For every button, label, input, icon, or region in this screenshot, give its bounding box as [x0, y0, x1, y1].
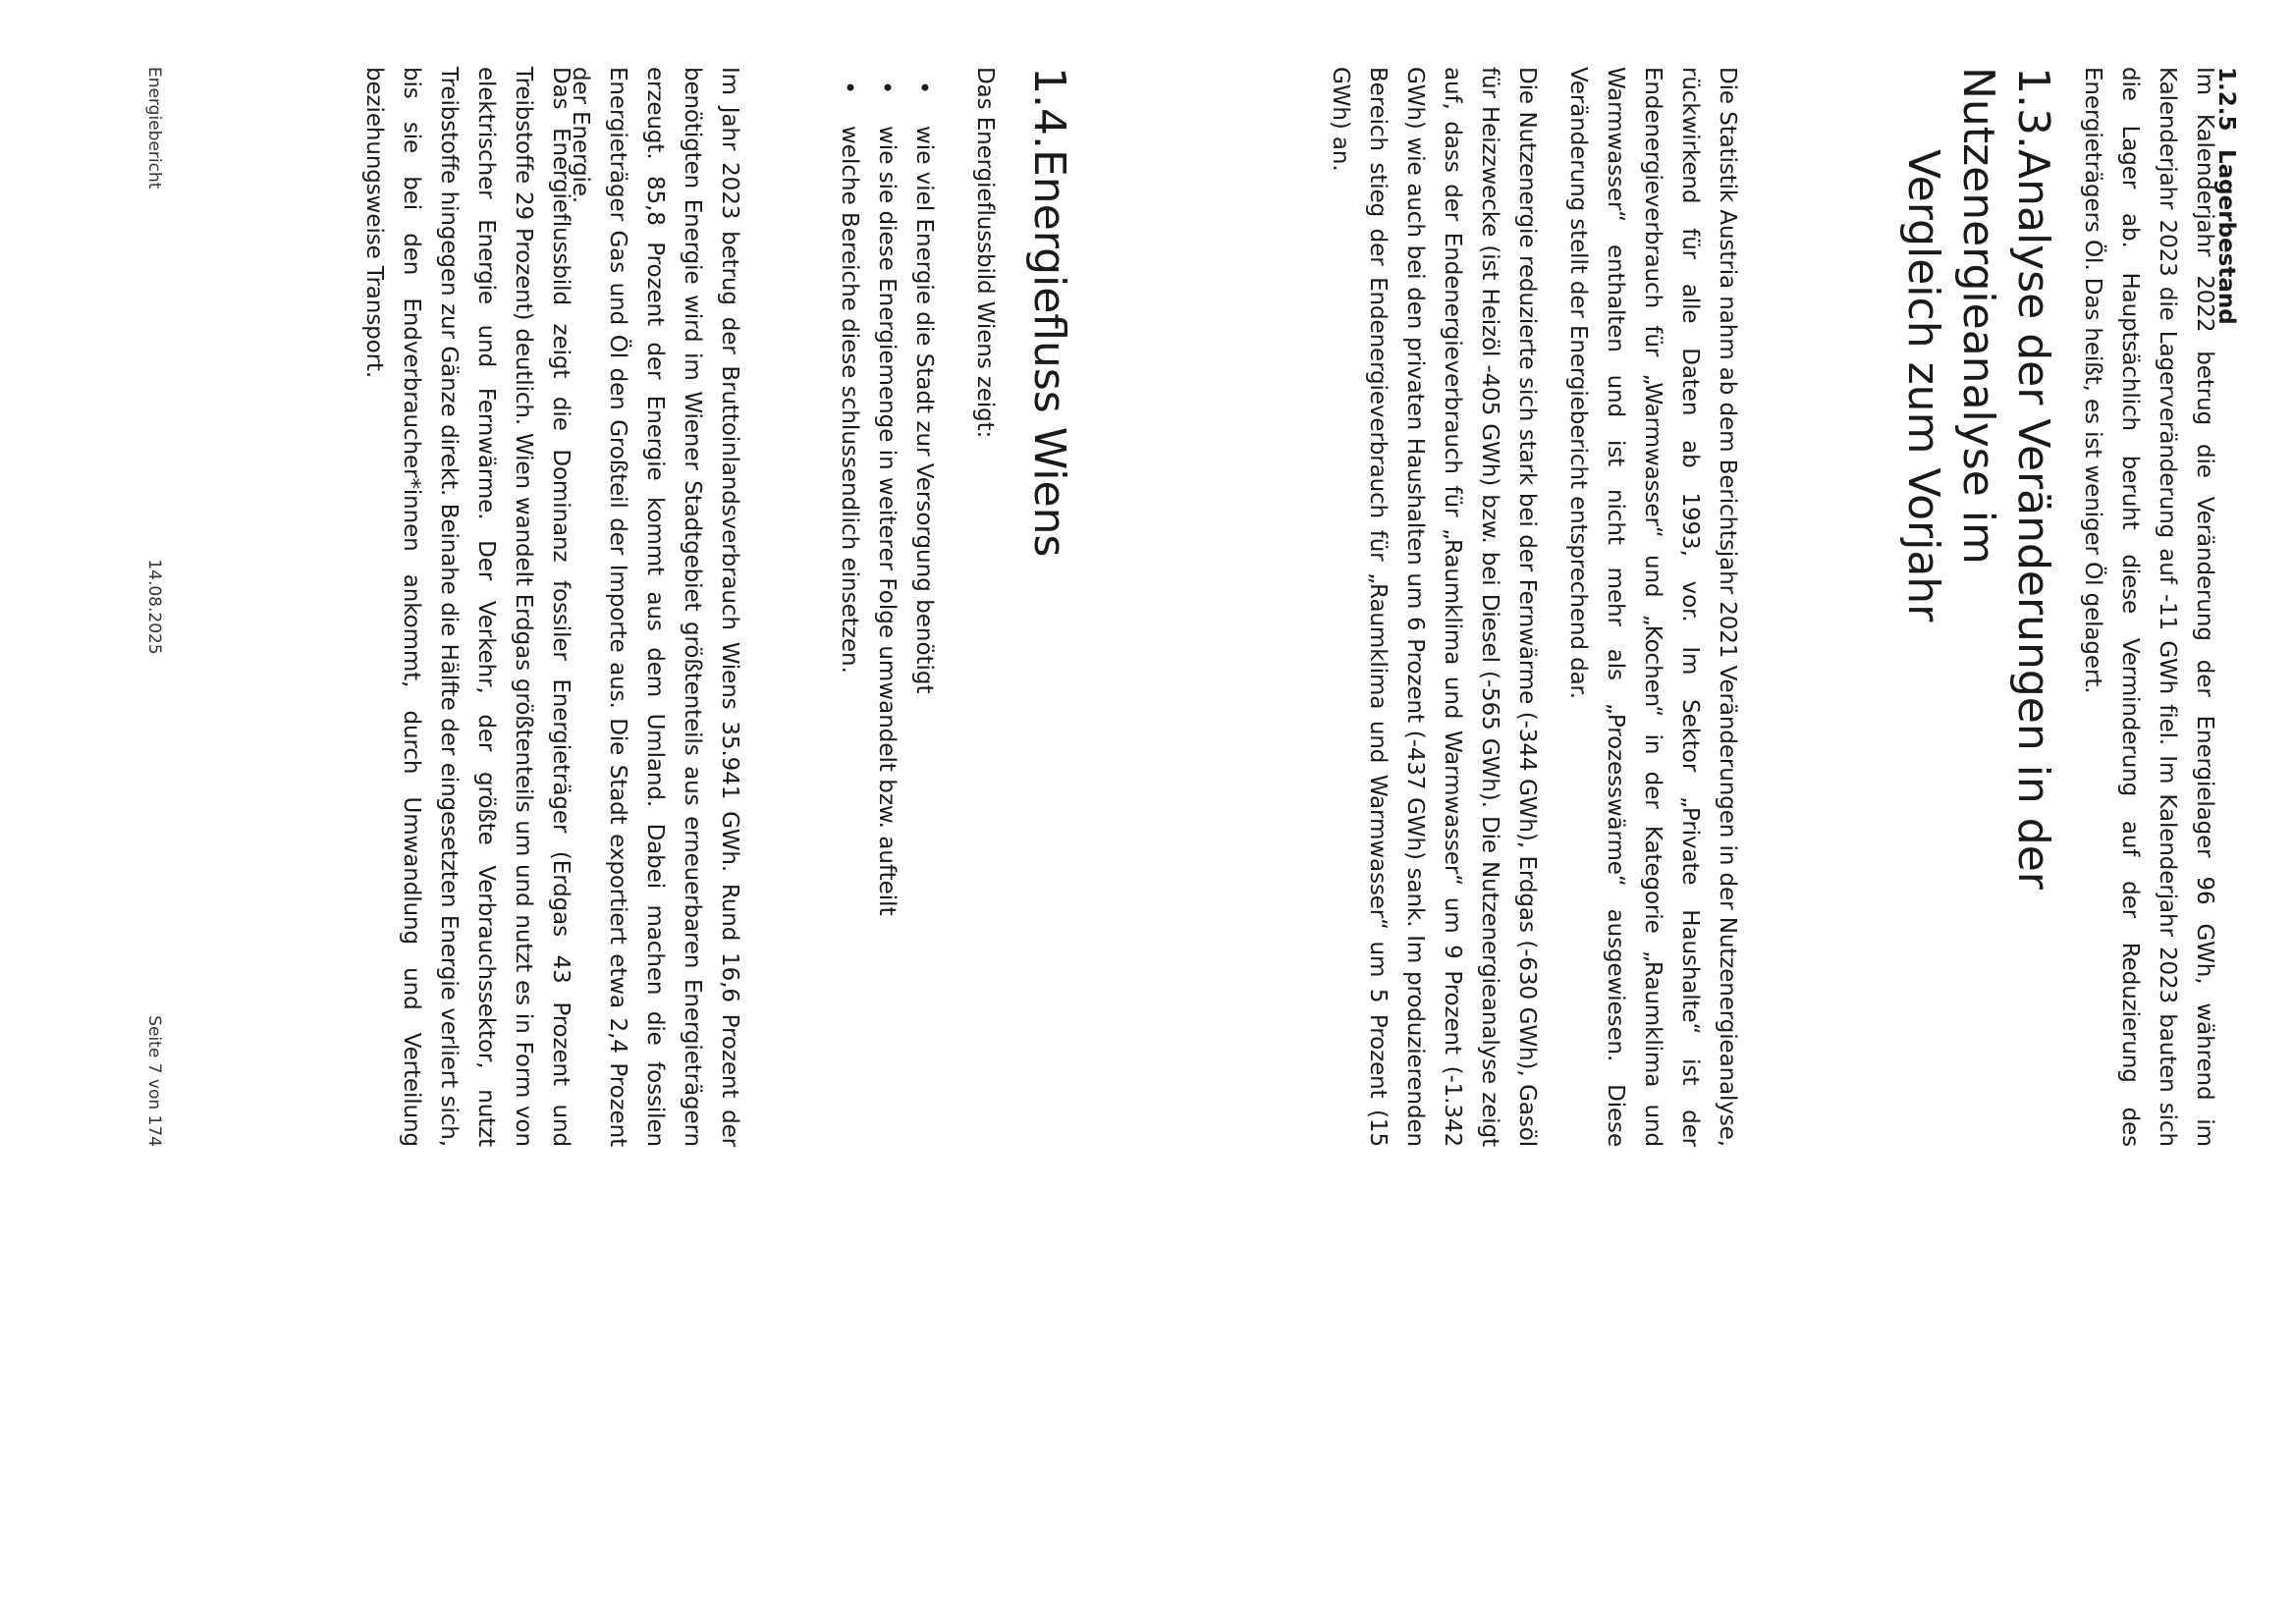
footer-document-title: Energiebericht [144, 67, 164, 189]
list-item [905, 67, 943, 1147]
bullet-icon: • [836, 81, 863, 95]
section-number: 1.4. [1024, 67, 1074, 149]
paragraph-lagerbestand: Im Kalenderjahr 2022 betrug die Veränderung der Energielager 96 GWh, während im Kalenderjahr 2023 die Lagerveränderung auf -11 GWh fiel. Im Kalenderjahr 2023 bauten sich die Lager ab. Hauptsächlich beruht diese Verminderung auf der Reduzierung des Energieträgers Öl. Das heißt, es ist weniger Öl gelagert. [2080, 67, 2217, 1147]
section-title-line2: Vergleich zum Vorjahr [1898, 149, 1948, 623]
paragraph-energieflussbild: Das Energieflussbild zeigt die Dominanz fossiler Energieträger (Erdgas 43 Prozent und Treibstoffe 29 Prozent) deutlich. Wien wandelt Erdgas größtenteils um und nutzt es in Form von elektrischer Energie und Fernwärme. Der Verkehr, der größte Verbrauchssektor, nutzt Treibstoffe hingegen zur Gänze direkt. Beinahe die Hälfte der eingesetzten Energie verliert sich, bis sie bei den Endverbraucher*innen ankommt, durch Umwandlung und Verteilung beziehungsweise Transport. [361, 67, 574, 1147]
section-title-line1: Analyse der Veränderungen in der Nutzenergieanalyse im [1953, 67, 2058, 890]
list-item-text: wie sie diese Energiemenge in weiterer Folge umwandelt bzw. aufteilt [874, 126, 900, 916]
list-item [868, 67, 905, 1147]
bullet-icon: • [910, 81, 938, 95]
paragraph-nutzenergie: Die Nutzenergie reduzierte sich stark bei der Fernwärme (-344 GWh), Erdgas (-630 GWh), Gasöl für Heizzwecke (ist Heizöl -405 GWh) bzw. bei Diesel (-565 GWh). Die Nutzenergieanalyse zeigt auf, dass der Endenergieverbrauch für „Raumklima und Warmwasser“ um 9 Prozent (-1.342 GWh) wie auch bei den privaten Haushalten um 6 Prozent (-437 GWh) sank. Im produzierenden Bereich stieg der Endenergieverbrauch für „Raumklima und Warmwasser“ um 5 Prozent (15 GWh) an. [1328, 67, 1540, 1147]
bullet-list [831, 67, 943, 1147]
section-heading-1-4 [1021, 67, 1076, 1147]
footer-page-number: Seite 7 von 174 [144, 1015, 164, 1147]
list-item-text: wie viel Energie die Stadt zur Versorgung benötigt [911, 126, 937, 694]
paragraph-statistik-austria: Die Statistik Austria nahm ab dem Berichtsjahr 2021 Veränderungen in der Nutzenergieanalyse, rückwirkend für alle Daten ab 1993, vor. Im Sektor „Private Haushalte“ ist der Endenergieverbrauch für „Warmwasser“ und „Kochen“ in der Kategorie „Raumklima und Warmwasser“ enthalten und ist nicht mehr als „Prozesswärme“ ausgewiesen. Diese Veränderung stellt der Energiebericht entsprechend dar. [1565, 67, 1740, 1147]
paragraph-bruttoinlandsverbrauch: Im Jahr 2023 betrug der Bruttoinlandsverbrauch Wiens 35.941 GWh. Rund 16,6 Prozent der benötigten Energie wird im Wiener Stadtgebiet größtenteils aus erneuerbaren Energieträgern erzeugt. 85,8 Prozent der Energie kommt aus dem Umland. Dabei machen die fossilen Energieträger Gas und Öl den Großteil der Importe aus. Die Stadt exportiert etwa 2,4 Prozent der Energie. [568, 67, 742, 1147]
section-heading-1-3 [1895, 67, 2060, 1147]
section-title: Lagerbestand [2213, 149, 2239, 325]
bullet-icon: • [873, 81, 901, 95]
footer-date: 14.08.2025 [144, 559, 164, 655]
section-title: Energiefluss Wiens [1024, 149, 1074, 558]
paragraph-intro-energiefluss: Das Energieflussbild Wiens zeigt: [972, 67, 998, 439]
list-item-text: welche Bereiche diese schlussendlich einsetzen. [837, 126, 862, 674]
list-item [831, 67, 868, 1147]
section-number: 1.2.5 [2213, 67, 2239, 132]
section-number: 1.3. [2008, 67, 2058, 149]
